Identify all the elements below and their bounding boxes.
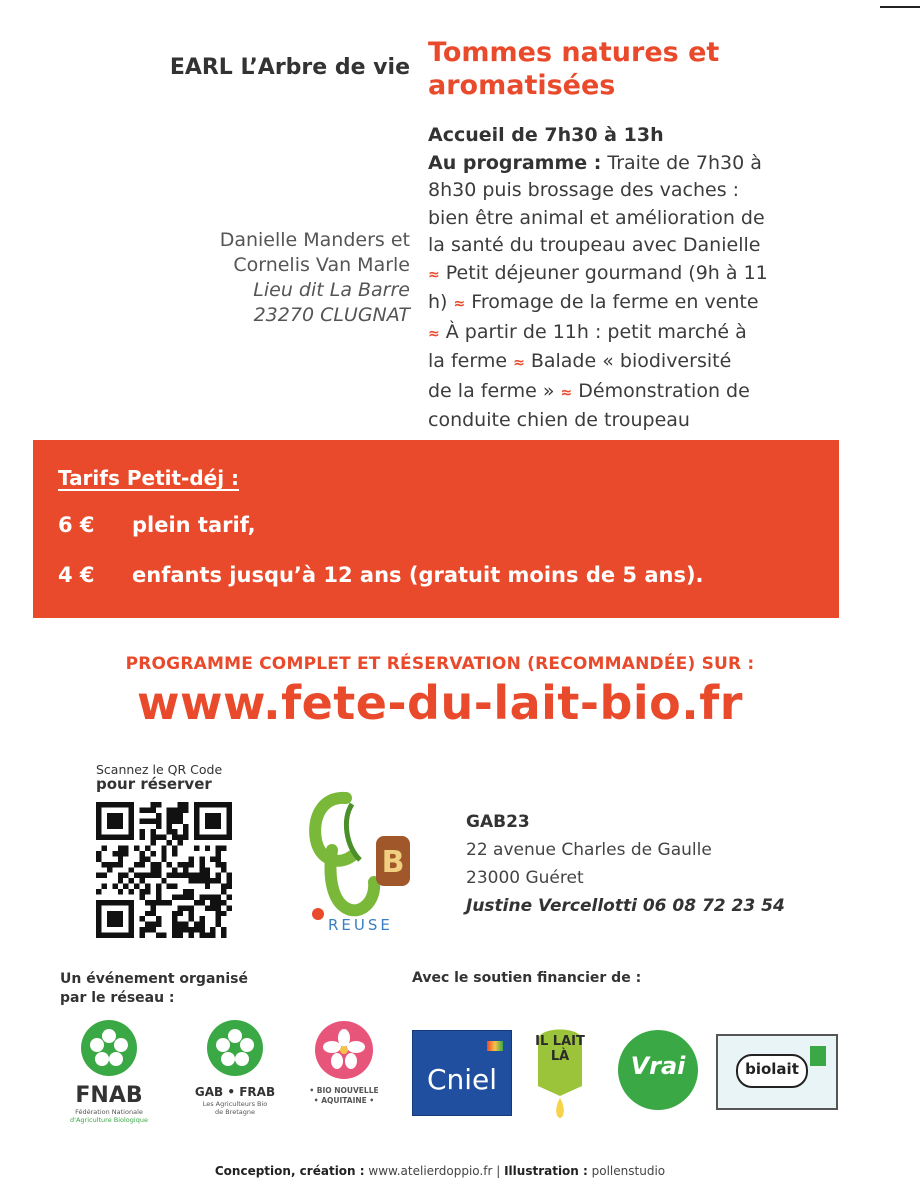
price-row — [58, 513, 256, 537]
biolait-logo: biolait — [716, 1034, 838, 1110]
accueil-hours: Accueil de 7h30 à 13h — [428, 124, 664, 146]
separator-icon: ≈ — [428, 266, 440, 283]
farm-name: EARL L’Arbre de vie — [169, 55, 410, 80]
programme-line: ≈ À partir de 11h : petit marché à — [428, 320, 747, 343]
fnab-logo: FNAB Fédération Nationale d'Agriculture Biologique — [60, 1018, 158, 1130]
price-label: plein tarif, — [132, 513, 256, 537]
qr-code[interactable] — [96, 802, 232, 938]
flower-icon — [60, 1018, 158, 1080]
tarifs-title: Tarifs Petit-déj : — [58, 466, 240, 490]
bio-nouvelle-aquitaine-logo: • BIO NOUVELLE • AQUITAINE • — [304, 1018, 384, 1130]
flower-icon — [186, 1018, 284, 1080]
cniel-logo: Cniel — [412, 1030, 512, 1116]
price-label: enfants jusqu’à 12 ans (gratuit moins de 5 ans). — [132, 563, 704, 587]
organizer-city: 23000 Guéret — [466, 868, 584, 888]
programme-line: h) ≈ Fromage de la ferme en vente — [428, 291, 759, 313]
organizer-block — [466, 808, 785, 920]
reservation-label: PROGRAMME COMPLET ET RÉSERVATION (RECOMMANDÉE) SUR : — [125, 654, 755, 674]
support-label: Avec le soutien financier de : — [412, 970, 642, 986]
svg-text:B: B — [381, 845, 405, 880]
programme-line: Au programme : Traite de 7h30 à — [428, 151, 762, 174]
product-title-line: aromatisées — [428, 70, 616, 101]
programme-line: bien être animal et amélioration de — [428, 206, 765, 229]
price-amount: 4 € — [58, 563, 95, 587]
programme-line: la santé du troupeau avec Danielle — [428, 234, 761, 256]
network-label: Un événement organisé par le réseau : — [60, 971, 248, 1006]
contact-line: Cornelis Van Marle — [233, 254, 410, 276]
farm-contact — [100, 228, 410, 328]
vrai-logo: Vrai — [618, 1030, 698, 1110]
organizer-contact: Justine Vercellotti 06 08 72 23 54 — [466, 896, 785, 916]
gab-frab-logo: GAB • FRAB Les Agriculteurs Bio de Bretagne — [186, 1018, 284, 1130]
programme-line: ≈ Petit déjeuner gourmand (9h à 11 — [428, 261, 768, 284]
blossom-icon — [304, 1018, 384, 1082]
corner-rule — [880, 6, 920, 8]
programme-label: Au programme : — [428, 151, 602, 174]
credits: Conception, création : www.atelierdoppio.fr | Illustration : pollenstudio — [214, 1164, 666, 1178]
price-row — [58, 563, 704, 587]
il-lait-la-logo: IL LAIT LÀ — [534, 1020, 586, 1120]
gab-creuse-text: REUSE — [328, 916, 393, 934]
product-title-line: Tommes natures et — [428, 37, 720, 68]
programme — [428, 122, 848, 435]
organizer-name: GAB23 — [466, 812, 530, 832]
separator-icon: ≈ — [560, 384, 573, 401]
contact-line: Danielle Manders et — [219, 229, 410, 251]
reservation-link[interactable]: www.fete-du-lait-bio.fr — [137, 676, 743, 730]
organizer-address: 22 avenue Charles de Gaulle — [466, 840, 712, 860]
product-title — [428, 36, 868, 102]
ab-badge — [810, 1046, 826, 1066]
separator-icon: ≈ — [513, 355, 525, 371]
separator-icon: ≈ — [453, 296, 466, 312]
programme-line: la ferme ≈ Balade « biodiversité — [428, 350, 732, 372]
qr-caption: Scannez le QR Code pour réserver — [96, 762, 223, 793]
programme-line: conduite chien de troupeau — [428, 409, 690, 431]
contact-city: 23270 CLUGNAT — [253, 304, 410, 326]
programme-line: 8h30 puis brossage des vaches : — [428, 179, 740, 201]
gab-creuse-logo — [302, 790, 418, 936]
programme-line: de la ferme » ≈ Démonstration de — [428, 379, 750, 402]
contact-place: Lieu dit La Barre — [253, 279, 410, 301]
separator-icon: ≈ — [428, 325, 440, 342]
price-amount: 6 € — [58, 513, 95, 537]
